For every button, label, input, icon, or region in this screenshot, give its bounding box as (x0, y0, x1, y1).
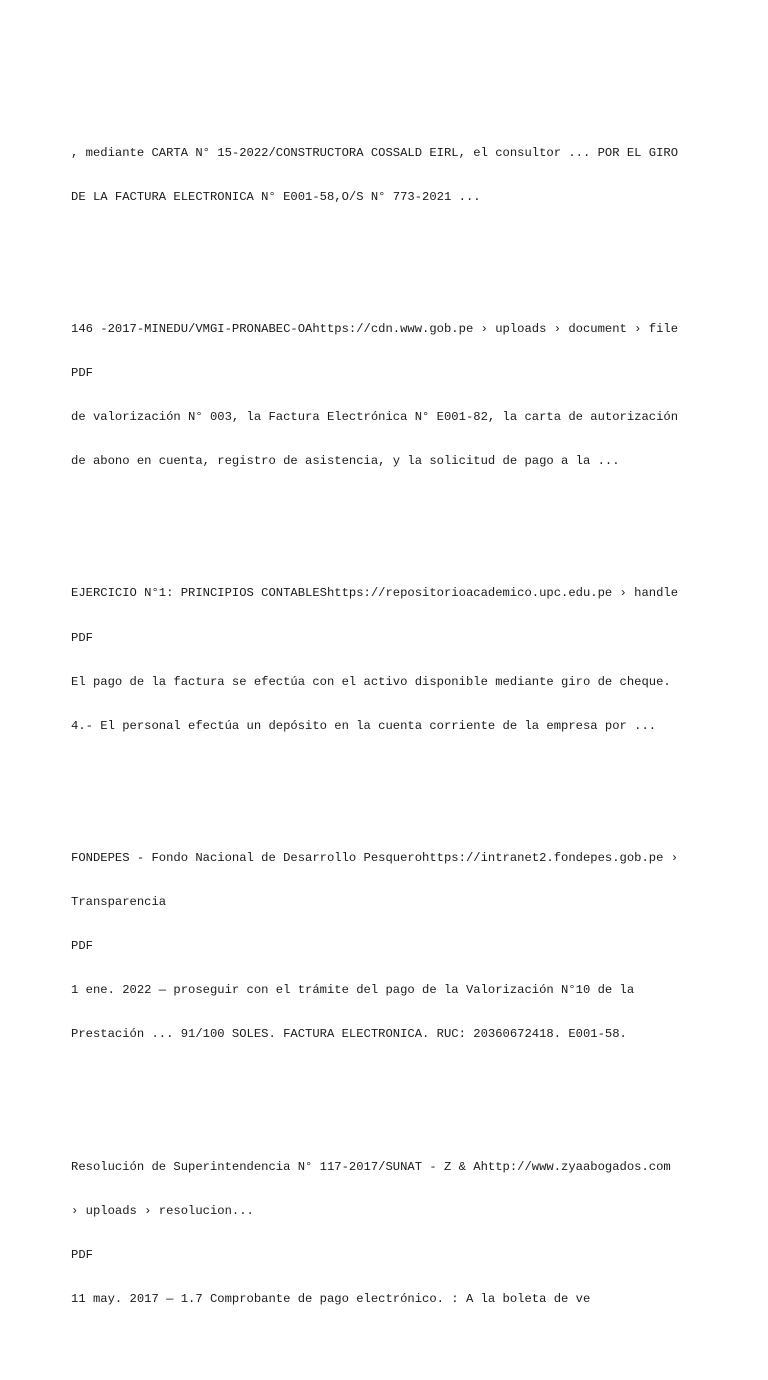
file-type-label: PDF (71, 630, 93, 645)
snippet-text-line: de valorización N° 003, la Factura Electrónica N° E001-82, la carta de autorización (71, 410, 679, 425)
snippet-text-line: , mediante CARTA N° 15-2022/CONSTRUCTORA COSSALD EIRL, el consultor ... POR EL GIRO (71, 145, 679, 160)
snippet-text-line: 4.- El personal efectúa un depósito en la cuenta corriente de la empresa por ... (71, 718, 657, 733)
file-type-label: PDF (71, 366, 93, 380)
result-title-url: FONDEPES - Fondo Nacional de Desarrollo Pesquerohttps://intranet2.fondepes.gob.pe › (71, 851, 679, 866)
result-title-url: 146 -2017-MINEDU/VMGI-PRONABEC-OAhttps://cdn.www.gob.pe › uploads › document › file (71, 321, 679, 336)
document-page (71, 72, 731, 1380)
result-pronabec (71, 293, 731, 499)
snippet-text-line: 1 ene. 2022 — proseguir con el trámite del pago de la Valorización N°10 de la (71, 983, 635, 998)
result-snippet-cossald (71, 116, 731, 234)
file-type-label: PDF (71, 1247, 93, 1262)
snippet-text-line: DE LA FACTURA ELECTRONICA N° E001-58,O/S N° 773-2021 ... (71, 189, 481, 204)
result-sunat (71, 1130, 731, 1336)
result-title-url: Resolución de Superintendencia N° 117-2017/SUNAT - Z & Ahttp://www.zyaabogados.com (71, 1159, 671, 1174)
file-type-label: PDF (71, 939, 93, 954)
snippet-text-line: Prestación ... 91/100 SOLES. FACTURA ELECTRONICA. RUC: 20360672418. E001-58. (71, 1027, 627, 1042)
result-title-url-continued: Transparencia (71, 895, 167, 910)
result-title-url-continued: › uploads › resolucion... (71, 1203, 254, 1218)
result-upc (71, 557, 731, 763)
snippet-text-line: 11 may. 2017 — 1.7 Comprobante de pago electrónico. : A la boleta de ve (71, 1292, 591, 1307)
result-title-url: EJERCICIO N°1: PRINCIPIOS CONTABLEShttps://repositorioacademico.upc.edu.pe › handle (71, 586, 679, 601)
snippet-text-line: El pago de la factura se efectúa con el activo disponible mediante giro de cheque. (71, 674, 671, 689)
result-fondepes (71, 822, 731, 1072)
snippet-text-line: de abono en cuenta, registro de asistencia, y la solicitud de pago a la ... (71, 454, 620, 469)
